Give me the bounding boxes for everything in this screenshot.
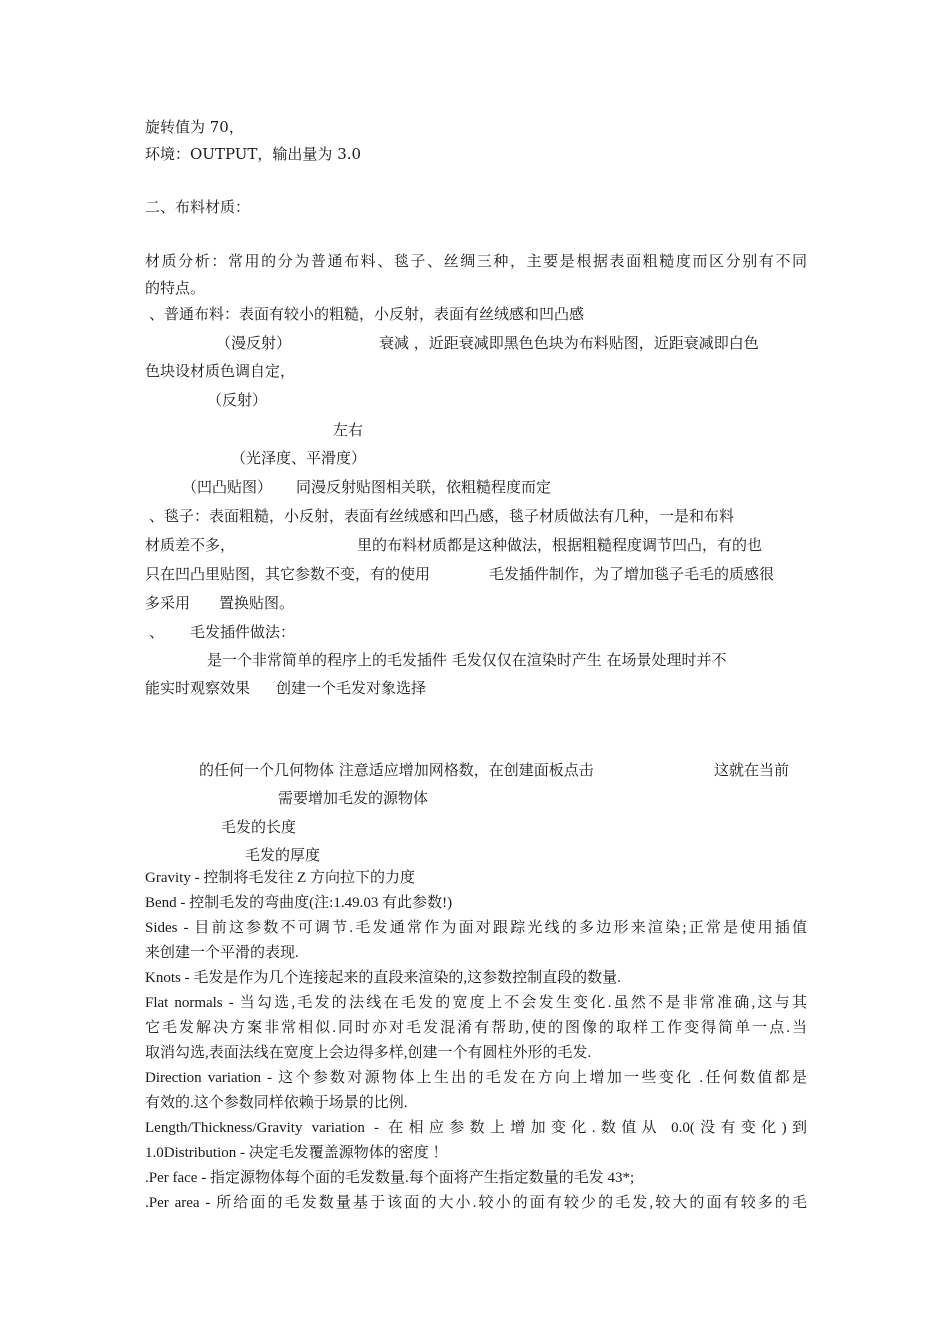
text-fragment: 里的布料材质都是这种做法，根据粗糙程度调节凹凸，有的也: [357, 536, 763, 554]
parameter-knots: Knots - 毛发是作为几个连接起来的直段来渲染的,这参数控制直段的数量.: [145, 970, 621, 986]
text-fragment: 的任何一个几何物体 注意适应增加网格数，在创建面板点击: [199, 761, 594, 779]
parameter-variation: Length/Thickness/Gravity variation - 在相应参数上增加变化.数值从 0.0(没有变化)到: [145, 1120, 807, 1136]
parameter-per-face: .Per face - 指定源物体每个面的毛发数量.每个面将产生指定数量的毛发 43*;: [145, 1170, 635, 1186]
parameter-sides: Sides - 目前这参数不可调节.毛发通常作为面对跟踪光线的多边形来渲染;正常是使用插值: [145, 920, 807, 936]
parameter-gravity: Gravity - 控制将毛发往 Z 方向拉下的力度: [145, 870, 415, 886]
text-line: 的特点。: [145, 279, 206, 297]
parameter-per-area: .Per area - 所给面的毛发数量基于该面的大小.较小的面有较少的毛发,较大的面有较多的毛: [145, 1195, 807, 1211]
text-line: 环境：OUTPUT，输出量为 3.0: [145, 145, 362, 163]
text-line: 材质分析：常用的分为普通布料、毯子、丝绸三种，主要是根据表面粗糙度而区分别有不同: [145, 252, 807, 270]
list-item: 毛发插件做法：: [190, 623, 296, 641]
text-fragment: （反射）: [207, 391, 268, 409]
text-fragment: 材质差不多，: [145, 536, 236, 554]
text-fragment: 多采用: [145, 594, 191, 612]
list-marker: 、: [149, 623, 165, 641]
text-line: 旋转值为 70，: [145, 118, 244, 136]
text-line: 取消勾选,表面法线在宽度上会边得多样,创建一个有圆柱外形的毛发.: [145, 1045, 592, 1061]
text-fragment: 需要增加毛发的源物体: [278, 789, 429, 807]
text-fragment: 同漫反射贴图相关联，依粗糙程度而定: [296, 478, 552, 496]
text-fragment: （凹凸贴图）: [182, 478, 273, 496]
text-line: 是一个非常简单的程序上的毛发插件 毛发仅仅在渲染时产生 在场景处理时并不: [207, 651, 727, 669]
text-fragment: 毛发插件制作，为了增加毯子毛毛的质感很: [489, 565, 775, 583]
text-line: 色块设材质色调自定，: [145, 362, 296, 380]
text-line: 有效的.这个参数同样依赖于场景的比例.: [145, 1095, 408, 1111]
text-fragment: 创建一个毛发对象选择: [276, 679, 427, 697]
list-item: 、普通布料：表面有较小的粗糙，小反射，表面有丝绒感和凹凸感: [149, 305, 585, 323]
text-fragment: 毛发的长度: [221, 818, 297, 836]
parameter-distribution: 1.0Distribution - 决定毛发覆盖源物体的密度 ！: [145, 1145, 448, 1161]
text-fragment: 衰减 ，近距衰减即黑色色块为布料贴图，近距衰减即白色: [379, 334, 759, 352]
text-fragment: 置换贴图。: [219, 594, 295, 612]
parameter-bend: Bend - 控制毛发的弯曲度(注:1.49.03 有此参数!): [145, 895, 453, 911]
text-fragment: 这就在当前: [714, 761, 790, 779]
text-fragment: （漫反射）: [216, 334, 292, 352]
section-heading: 二、布料材质：: [145, 198, 251, 216]
parameter-direction-variation: Direction variation - 这个参数对源物体上生出的毛发在方向上增加一些变化 .任何数值都是: [145, 1070, 807, 1086]
text-fragment: 毛发的厚度: [245, 846, 321, 864]
text-fragment: （光泽度、平滑度）: [231, 449, 367, 467]
parameter-flat-normals: Flat normals - 当勾选,毛发的法线在毛发的宽度上不会发生变化.虽然不是非常准确,这与其: [145, 995, 807, 1011]
text-fragment: 只在凹凸里贴图，其它参数不变，有的使用: [145, 565, 431, 583]
text-line: 来创建一个平滑的表现.: [145, 945, 299, 961]
text-line: 它毛发解决方案非常相似.同时亦对毛发混淆有帮助,使的图像的取样工作变得简单一点.当: [145, 1020, 807, 1036]
text-fragment: 能实时观察效果: [145, 679, 251, 697]
list-item: 、毯子：表面粗糙，小反射，表面有丝绒感和凹凸感，毯子材质做法有几种，一是和布料: [149, 507, 735, 525]
text-fragment: 左右: [333, 421, 364, 439]
